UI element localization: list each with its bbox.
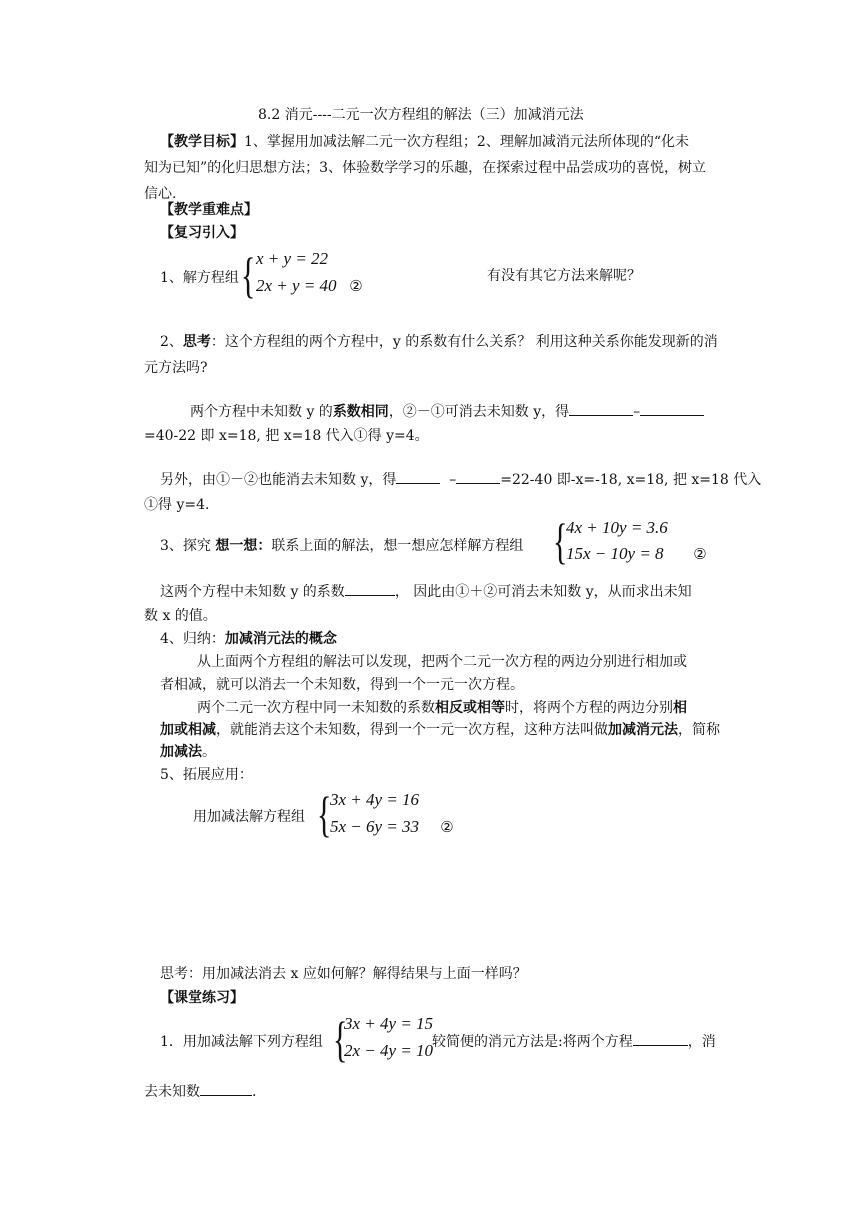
answer-blank[interactable] <box>569 401 633 416</box>
q4-para-1-line-1: 从上面两个方程组的解法可以发现，把两个二元一次方程的两边分别进行相加或 <box>197 654 687 670</box>
q5-equation-2: 5x − 6y = 33 ② <box>330 817 454 836</box>
p1-line-1-tail: 较简便的消元方法是:将两个方程 ，消 <box>432 1031 716 1051</box>
practice-label: 【课堂练习】 <box>160 990 244 1006</box>
q5-prefix: 用加减法解方程组 <box>193 809 305 825</box>
q1-question: 有没有其它方法来解呢？ <box>487 268 641 284</box>
q3-analysis-line-2: 数 x 的值。 <box>144 608 217 624</box>
q1-equation-1: x + y = 22 <box>256 249 329 268</box>
q3-line: 3、探究 想一想：联系上面的解法，想一想应怎样解方程组 <box>160 538 524 554</box>
objectives-label: 【教学目标】 <box>160 134 244 150</box>
q4-para-2-line-3: 加减法。 <box>160 744 216 760</box>
q3-analysis-line-1: 这两个方程中未知数 y 的系数 ， 因此由①＋②可消去未知数 y，从而求出未知 <box>160 581 692 601</box>
think-line: 思考：用加减法消去 x 应如何解？解得结果与上面一样吗？ <box>160 966 527 982</box>
analysis-2-line-2: ①得 y=4. <box>144 497 210 513</box>
answer-blank[interactable] <box>345 581 395 596</box>
analysis-2-line-1: 另外，由①－②也能消去未知数 y，得 – =22-40 即-x=-18, x=18, 把 x=18 代入 <box>160 469 761 489</box>
p1-equation-2: 2x − 4y = 10 <box>344 1041 434 1060</box>
p1-equation-1: 3x + 4y = 15 <box>344 1014 434 1033</box>
q3-equation-2: 15x − 10y = 8 ② <box>566 544 707 563</box>
analysis-1-line-1: 两个方程中未知数 y 的系数相同，②－①可消去未知数 y，得 – <box>190 401 704 421</box>
analysis-1-line-2: =40-22 即 x=18, 把 x=18 代入①得 y=4。 <box>144 428 429 444</box>
review-label: 【复习引入】 <box>160 225 244 241</box>
objectives-line-1: 【教学目标】1、掌握用加减法解二元一次方程组；2、理解加减消元法所体现的“化未 <box>160 134 689 150</box>
p1-prefix: 1．用加减法解下列方程组 <box>160 1034 323 1050</box>
brace-icon: { <box>317 786 332 842</box>
q4-heading: 4、归纳：加减消元法的概念 <box>160 631 337 647</box>
q2-line-2: 元方法吗? <box>144 360 208 376</box>
answer-blank[interactable] <box>633 1031 688 1046</box>
q4-para-2-line-2: 加或相减，就能消去这个未知数，得到一个一元一次方程，这种方法叫做加减消元法，简称 <box>160 722 720 738</box>
q1-prefix: 1、解方程组 <box>160 270 239 286</box>
p1-line-2: 去未知数 . <box>144 1081 256 1101</box>
q5-label: 5、拓展应用： <box>160 767 253 783</box>
answer-blank[interactable] <box>640 401 704 416</box>
page-title: 8.2 消元----二元一次方程组的解法（三）加减消元法 <box>258 107 584 123</box>
answer-blank[interactable] <box>396 469 440 484</box>
objectives-line-2: 知为已知”的化归思想方法；3、体验数学学习的乐趣，在探索过程中品尝成功的喜悦，树立 <box>144 160 707 176</box>
q3-equation-1: 4x + 10y = 3.6 <box>566 518 668 537</box>
q4-para-1-line-2: 者相减，就可以消去一个未知数，得到一个一元一次方程。 <box>160 677 524 693</box>
answer-blank[interactable] <box>200 1081 252 1096</box>
q5-equation-1: 3x + 4y = 16 <box>330 790 420 809</box>
key-points-label: 【教学重难点】 <box>160 202 258 218</box>
answer-blank[interactable] <box>456 469 500 484</box>
q2-line-1: 2、思考：这个方程组的两个方程中，y 的系数有什么关系？ 利用这种关系你能发现新的消 <box>160 334 718 350</box>
brace-icon: { <box>241 247 256 303</box>
brace-icon: { <box>333 1011 348 1067</box>
q4-para-2-line-1: 两个二元一次方程中同一未知数的系数相反或相等时，将两个方程的两边分别相 <box>197 700 687 716</box>
objectives-line-3: 信心. <box>144 186 177 202</box>
q1-equation-2: 2x + y = 40 ② <box>256 276 363 295</box>
brace-icon: { <box>553 513 568 569</box>
